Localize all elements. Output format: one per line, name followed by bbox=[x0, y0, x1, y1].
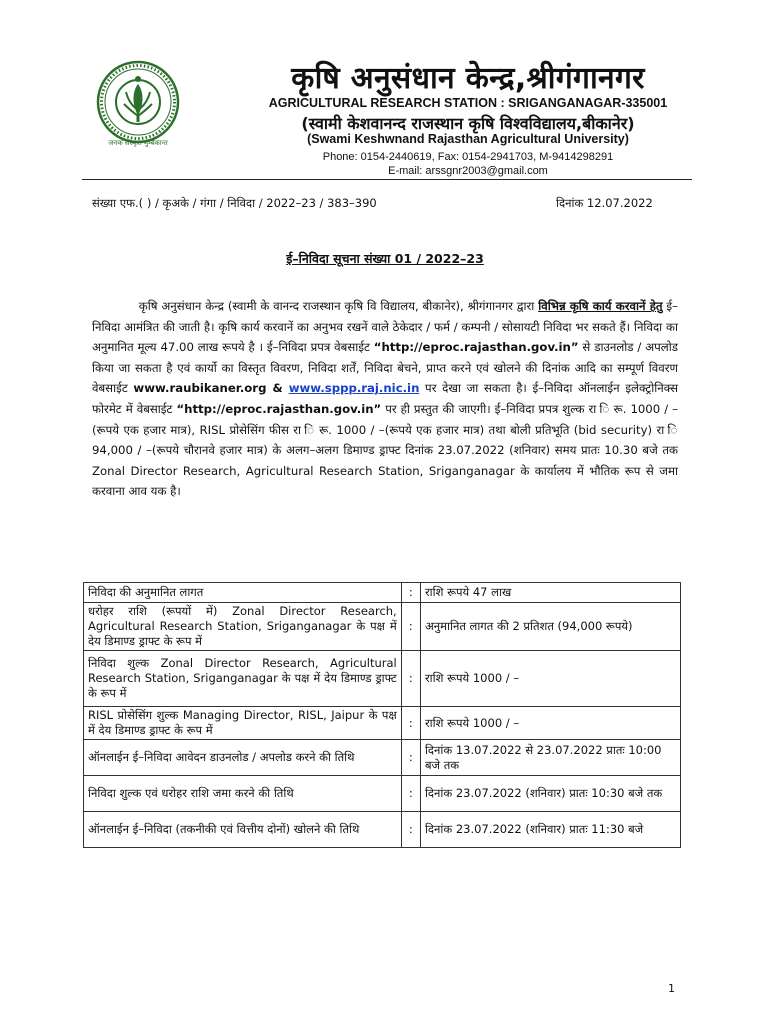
row-separator: : bbox=[401, 583, 420, 603]
row-label: ऑनलाईन ई–निविदा (तकनीकी एवं वित्तीय दोनों) खोलने की तिथि bbox=[84, 812, 402, 848]
row-value: राशि रूपये 1000 / – bbox=[420, 651, 680, 707]
table-row bbox=[84, 603, 681, 651]
contact-block bbox=[228, 150, 708, 178]
row-separator: : bbox=[401, 740, 420, 776]
body-text-5: पर ही प्रस्तुत की जाएगी। ई–निविदा प्रपत्र शुल्क रा ि रू. 1000 / –(रूपये एक हजार मात्र), RISL प्रोसेसिंग फीस रा ि रू. 1000 / –(रूपये एक हजार मात्र) तथा बोली प्रतिभूति (bid security) रा ि 94,000 / –(रूपये चौरानवे हजार मात्र) के अलग–अलग डिमाण्ड ड्राफ्ट दिनांक 23.07.2022 (शनिवार) समय प्रातः 10.30 बजे तक Zonal Director Research, Agricultural Research Station, Sriganganagar के कार्यालय में भौतिक रूप से जमा करवाना आव यक है। bbox=[92, 401, 678, 499]
tender-details-table bbox=[83, 582, 681, 848]
sppp-link[interactable]: www.sppp.raj.nic.in bbox=[288, 381, 420, 396]
notice-body bbox=[92, 296, 678, 502]
row-value: दिनांक 23.07.2022 (शनिवार) प्रातः 11:30 बजे bbox=[420, 812, 680, 848]
table-row bbox=[84, 740, 681, 776]
eproc-url-2[interactable]: “http://eproc.rajasthan.gov.in” bbox=[176, 401, 382, 416]
row-value: अनुमानित लागत की 2 प्रतिशत (94,000 रूपये) bbox=[420, 603, 680, 651]
reference-number: संख्या एफ.( ) / कृअके / गंगा / निविदा / 2022–23 / 383–390 bbox=[92, 196, 377, 210]
phone-line: Phone: 0154-2440619, Fax: 0154-2941703, M-9414298291 bbox=[322, 151, 614, 163]
row-value: राशि रूपये 1000 / – bbox=[420, 707, 680, 740]
page-number: 1 bbox=[668, 982, 675, 995]
row-label: धरोहर राशि (रूपयों में) Zonal Director Research, Agricultural Research Station, Sriganganagar के पक्ष में देय डिमाण्ड ड्राफ्ट के रूप में bbox=[84, 603, 402, 651]
body-work-phrase: विभिन्न कृषि कार्य करवानें हेतु bbox=[538, 299, 663, 313]
ampersand: & bbox=[266, 381, 289, 396]
header-divider bbox=[82, 179, 692, 180]
letter-date: दिनांक 12.07.2022 bbox=[556, 196, 653, 210]
station-title-hindi: कृषि अनुसंधान केन्द्र,श्रीगंगानगर bbox=[291, 61, 645, 96]
row-label: RISL प्रोसेसिंग शुल्क Managing Director, RISL, Jaipur के पक्ष में देय डिमाण्ड ड्राफ्ट के रूप में bbox=[84, 707, 402, 740]
row-separator: : bbox=[401, 776, 420, 812]
eproc-url[interactable]: “http://eproc.rajasthan.gov.in” bbox=[373, 340, 579, 355]
body-text-2: ई–निविदा आमंत्रित की जाती है। कृषि कार्य करवानें का अनुभव रखनें वाले ठेकेदार / फर्म / कम्पनी / सोसायटी निविदा भर सकते हैं। निविदा का अनुमानित मूल्य 47.00 लाख रूपये है । ई–निविदा प्रपत्र वेबसाईट bbox=[92, 299, 678, 355]
body-text-1: कृषि अनुसंधान केन्द्र (स्वामी के वानन्द राजस्थान कृषि वि विद्यालय, बीकानेर), श्रीगंगानगर द्वारा bbox=[138, 299, 539, 313]
row-value: दिनांक 23.07.2022 (शनिवार) प्रातः 10:30 बजे तक bbox=[420, 776, 680, 812]
row-label: निविदा शुल्क Zonal Director Research, Agricultural Research Station, Sriganganagar के पक्ष में देय डिमाण्ड ड्राफ्ट के रूप में bbox=[84, 651, 402, 707]
station-title-english: AGRICULTURAL RESEARCH STATION : SRIGANGANAGAR-335001 bbox=[268, 96, 668, 110]
raubikaner-link[interactable]: www.raubikaner.org bbox=[133, 381, 267, 396]
row-value: दिनांक 13.07.2022 से 23.07.2022 प्रातः 10:00 बजे तक bbox=[420, 740, 680, 776]
logo-motto: जनक संस्कृत मुम्बैकान्त bbox=[108, 139, 168, 147]
table-row bbox=[84, 583, 681, 603]
row-value: राशि रूपये 47 लाख bbox=[420, 583, 680, 603]
body-text-3: से डाउनलोड / अपलोड किया जा सकता है एवं कार्यो का विस्तृत विवरण, निविदा शर्तें, निविदा बेचने, प्राप्त करने एवं खोलने की दिनांक आदि का सम्पूर्ण विवरण वेबसाईट bbox=[92, 340, 678, 396]
university-name-hindi: (स्वामी केशवानन्द राजस्थान कृषि विश्वविद्यालय,बीकानेर) bbox=[301, 114, 635, 133]
row-label: निविदा शुल्क एवं धरोहर राशि जमा करने की तिथि bbox=[84, 776, 402, 812]
row-label: ऑनलाईन ई–निविदा आवेदन डाउनलोड / अपलोड करने की तिथि bbox=[84, 740, 402, 776]
row-label: निविदा की अनुमानित लागत bbox=[84, 583, 402, 603]
row-separator: : bbox=[401, 707, 420, 740]
email-line: E-mail: arssgnr2003@gmail.com bbox=[388, 165, 548, 177]
row-separator: : bbox=[401, 603, 420, 651]
table-row bbox=[84, 651, 681, 707]
notice-heading: ई–निविदा सूचना संख्या 01 / 2022–23 bbox=[286, 251, 484, 266]
table-row bbox=[84, 707, 681, 740]
row-separator: : bbox=[401, 651, 420, 707]
row-separator: : bbox=[401, 812, 420, 848]
table-row bbox=[84, 812, 681, 848]
table-row bbox=[84, 776, 681, 812]
body-text-4: पर देखा जा सकता है। ई–निविदा ऑनलाईन इलेक्ट्रोनिक्स फोरमेट में वेबसाईट bbox=[92, 381, 678, 416]
university-name-english: (Swami Keshwnand Rajasthan Agricultural University) bbox=[307, 132, 629, 146]
